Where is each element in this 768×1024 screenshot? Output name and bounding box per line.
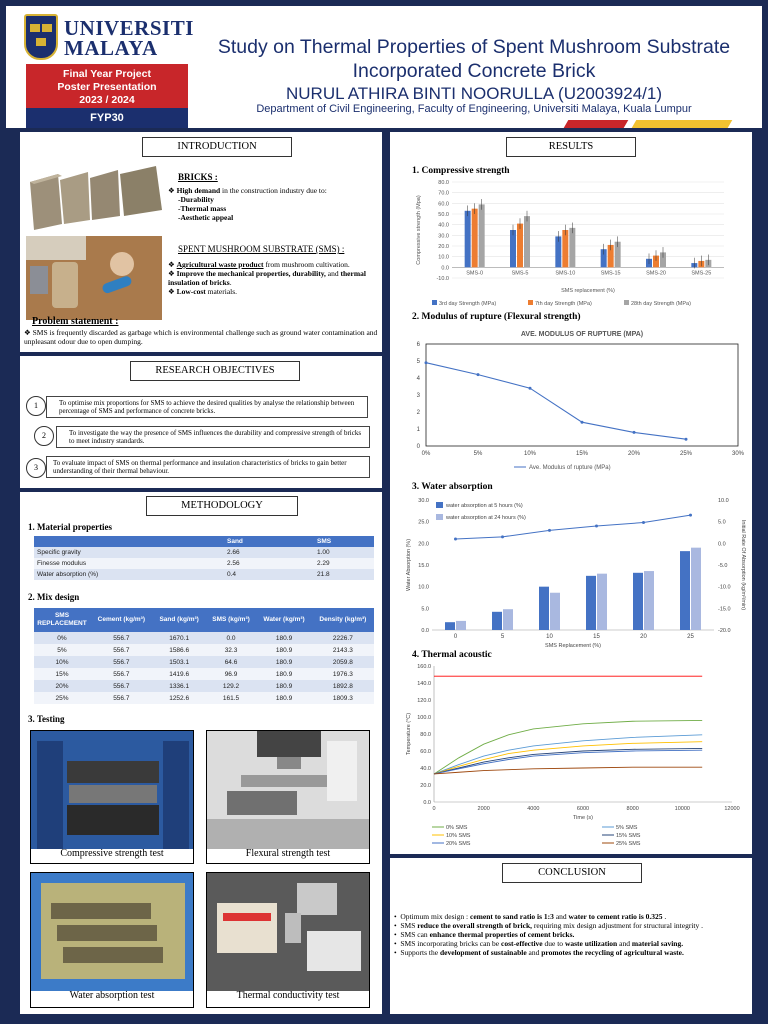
legend-swatch [624,300,629,305]
objective-box-3 [46,456,370,478]
objective-text-1: To optimise mix proportions for SMS to achieve the desired qualities by analyse the relationship between percentage of SMS and performance of concrete bricks. [59,399,355,415]
data-point [685,438,688,441]
y-tick-label: 0 [416,444,420,450]
x-tick-label: 8000 [626,806,639,812]
table-cell: 64.6 [206,656,257,668]
table-cell: 556.7 [90,656,153,668]
university-name-line1: UNIVERSITI [64,16,194,40]
material-properties-table [34,536,374,580]
table-row [34,547,374,558]
y-tick-label: 15.0 [418,563,429,569]
table-header-cell: Water (kg/m³) [256,608,311,632]
table-cell: 180.9 [256,644,311,656]
table-cell: 180.9 [256,668,311,680]
y-tick-label: 10.0 [418,584,429,591]
bar [465,211,471,268]
x-tick-label: 10 [546,634,553,640]
data-point [595,525,598,528]
y-tick-label: 80.0 [420,732,431,738]
x-tick-label: SMS-5 [511,270,529,277]
table-cell: 2.66 [224,547,314,558]
x-tick-label: 15% [575,451,589,457]
y2-tick-label: 0.0 [718,541,726,548]
table-header-cell: SMS [314,536,374,547]
water-absorption-chart [402,494,748,654]
x-tick-label: 0 [453,634,458,640]
x-tick-label: 25% [679,451,693,457]
conclusion-bullets [394,912,748,957]
table-cell: 556.7 [90,632,153,644]
x-axis-label: SMS Replacement (%) [545,643,601,649]
table-header-cell: Density (kg/m³) [312,608,374,632]
table-header-cell: Cement (kg/m³) [90,608,153,632]
x-tick-label: 5 [500,634,505,640]
thermal-conductivity-test-photo [206,872,370,1008]
y-tick-label: 1 [416,427,420,433]
y-tick-label: 0.0 [421,628,429,634]
y-tick-label: 70.0 [438,190,449,197]
y-tick-label: 50.0 [438,212,449,218]
bar [569,228,575,267]
series-line [434,767,702,774]
x-tick-label: 12000 [724,806,740,812]
x-tick-label: SMS-20 [646,270,666,277]
legend-label: 10% SMS [446,833,471,839]
mix-design-table [34,608,374,704]
y-tick-label: 20.0 [418,541,429,548]
bar [539,587,549,630]
university-logo [20,12,194,68]
legend-label: 7th day Strength (MPa) [535,301,592,307]
table-header-cell: Sand (kg/m³) [153,608,206,632]
data-point [548,529,551,532]
bricks-bullets [168,186,374,222]
fyp-code: FYP30 [26,108,188,128]
y-tick-label: 60.0 [420,749,431,755]
y-tick-label: 100.0 [417,715,431,721]
conclusion-bullet-4: • SMS incorporating bricks can be cost-effective due to waste utilization and material saving. [394,939,684,948]
bricks-item-1: -Durability [178,195,214,204]
x-tick-label: 20% [627,451,641,457]
results-rupture-title: 2. Modulus of rupture (Flexural strength) [412,312,581,322]
x-axis-label: Time (s) [573,815,593,821]
conclusion-panel [390,858,752,1014]
conclusion-heading: CONCLUSION [502,863,642,883]
y-tick-label: 2 [416,410,420,416]
conclusion-bullet-5: • Supports the development of sustainable and promotes the recycling of agricultural waste. [394,948,684,957]
y-tick-label: 20.0 [438,244,449,250]
table-cell: 1976.3 [312,668,374,680]
poster-header [6,6,762,128]
table-header-cell: SMS REPLACEMENT [34,608,90,632]
sms-bullets [168,260,374,296]
table-row [34,656,374,668]
table-header-row [34,536,374,547]
x-tick-label: 15 [593,634,600,640]
y-tick-label: 5.0 [421,606,429,613]
bricks-lead: ❖ High demand in the construction industry due to: [168,186,327,195]
legend-swatch [528,300,533,305]
table-cell: 556.7 [90,692,153,704]
table-header-cell: SMS (kg/m³) [206,608,257,632]
y2-axis-label: Initial Rate Of Absorption (kg/m²/min) [740,519,746,611]
table-cell: 1809.3 [312,692,374,704]
y-axis-label: Temperature (°C) [406,712,412,756]
compressive-test-photo [30,730,194,864]
bar [680,551,690,630]
methodology-panel [20,492,382,1014]
y-axis-label: Compressive strength (Mpa) [416,195,422,265]
x-tick-label: 6000 [576,806,590,812]
fyp-label-line1: Final Year Project [63,68,151,80]
material-properties-title: 1. Material properties [28,522,113,532]
legend-swatch [436,514,443,520]
bricks-photo [26,166,164,230]
bricks-item-2: -Thermal mass [178,204,227,213]
compressive-machine-illustration [31,731,194,849]
y-tick-label: 10.0 [438,254,449,261]
sms-bullet-3: ❖ Low-cost materials. [168,287,238,296]
bar [517,224,523,268]
x-tick-label: 20 [640,634,647,640]
decor-stripe-red [564,120,629,128]
water-absorption-test-photo [30,872,194,1008]
y-tick-label: 6 [416,342,420,348]
y-tick-label: 40.0 [420,766,431,772]
table-cell: 1.00 [314,547,374,558]
table-row [34,632,374,644]
table-cell: 1892.8 [312,680,374,692]
poster-department: Department of Civil Engineering, Faculty of Engineering, Universiti Malaya, Kuala Lumpur [256,103,692,115]
y-tick-label: 30.0 [438,233,449,240]
bricks-title: BRICKS : [178,172,218,182]
legend-label: 25% SMS [616,841,641,847]
sms-title: SPENT MUSHROOM SUBSTRATE (SMS) : [178,244,345,254]
table-cell: 180.9 [256,680,311,692]
table-cell: 0% [34,632,90,644]
thermal-equipment-illustration [207,873,370,991]
legend-label: 28th day Strength (MPa) [631,301,691,307]
legend-label: 20% SMS [446,841,471,847]
legend-label: water absorption at 5 hours (%) [446,503,523,509]
table-cell: 25% [34,692,90,704]
bar [644,571,654,630]
bar [456,621,466,630]
y-tick-label: 40.0 [438,222,449,229]
y-tick-label: 0.0 [423,800,431,806]
data-point [581,421,584,424]
compressive-strength-chart [412,178,732,310]
y2-tick-label: -10.0 [718,584,731,591]
y2-tick-label: -5.0 [718,563,728,569]
fyp-label-line2: Poster Presentation [57,81,157,93]
thermal-acoustic-chart [402,662,748,852]
water-tank-illustration [31,873,194,991]
y-tick-label: 25.0 [418,519,429,526]
bar [510,230,516,267]
sms-illustration [26,236,162,320]
objective-text-2: To investigate the way the presence of SMS influences the durability and compressive strength of bricks to meet industry standards. [69,429,362,445]
table-cell: 129.2 [206,680,257,692]
fyp-label-box [26,64,188,108]
y-tick-label: 4 [416,376,420,382]
y-tick-label: 140.0 [417,681,431,687]
table-header-row [34,608,374,632]
data-point [633,431,636,434]
table-cell: 2143.3 [312,644,374,656]
table-cell: 10% [34,656,90,668]
table-cell: 180.9 [256,632,311,644]
objective-box-1 [46,396,368,418]
table-row [34,644,374,656]
table-cell: 0.4 [224,569,314,580]
objective-number-3: 3 [26,458,46,478]
x-tick-label: SMS-0 [466,270,484,277]
table-cell: 556.7 [90,680,153,692]
series-line [434,748,702,774]
table-row [34,558,374,569]
flexural-machine-illustration [207,731,370,849]
flexural-test-caption: Flexural strength test [245,848,331,859]
conclusion-bullet-2: • SMS reduce the overall strength of brick, requiring mix design adjustment for structural integrity . [394,921,704,930]
bar [492,612,502,630]
bar [445,622,455,630]
table-cell: 161.5 [206,692,257,704]
x-tick-label: SMS-15 [600,270,621,277]
bar [633,573,643,630]
table-cell: 1336.1 [153,680,206,692]
data-point [501,535,504,538]
decor-stripe-yellow [632,120,733,128]
bricks-illustration [26,166,164,230]
table-cell: 5% [34,644,90,656]
x-tick-label: 2000 [477,806,490,812]
crest-icon [24,14,58,60]
data-point [454,538,457,541]
plot-border [426,344,738,446]
results-thermal-title: 4. Thermal acoustic [412,650,492,660]
testing-title: 3. Testing [28,714,65,724]
table-cell: 556.7 [90,644,153,656]
introduction-heading: INTRODUCTION [142,137,292,157]
flexural-test-photo [206,730,370,864]
table-cell: 1586.6 [153,644,206,656]
legend-label: 5% SMS [616,825,638,831]
conclusion-bullet-3: • SMS can enhance thermal properties of cement bricks. [394,930,575,939]
y-tick-label: 60.0 [438,201,449,208]
x-tick-label: 30% [731,451,745,457]
bar [597,574,607,630]
bar [562,230,568,267]
table-cell: 1419.6 [153,668,206,680]
data-point [689,514,692,517]
objective-number-2: 2 [34,426,54,446]
legend-label: 0% SMS [446,825,468,831]
y2-tick-label: 10.0 [718,498,729,504]
table-cell: 180.9 [256,656,311,668]
legend-label: Ave. Modulus of rupture (MPa) [529,465,611,471]
conclusion-bullet-1: • Optimum mix design : cement to sand ratio is 1:3 and water to cement ratio is 0.325 . [394,912,667,921]
table-row [34,680,374,692]
data-point [425,361,428,364]
legend-label: 3rd day Strength (MPa) [439,301,497,307]
table-cell: 2.56 [224,558,314,569]
series-line [434,742,702,774]
university-name-line2: MALAYA [64,36,158,60]
y-tick-label: 5 [416,359,420,365]
x-tick-label: 10000 [674,806,690,812]
table-cell: Finesse modulus [34,558,224,569]
table-header-cell [34,536,224,547]
modulus-rupture-chart [404,326,746,476]
methodology-heading: METHODOLOGY [146,496,298,516]
bar [586,576,596,630]
bricks-item-3: -Aesthetic appeal [178,213,234,222]
table-cell: 180.9 [256,692,311,704]
poster-author: NURUL ATHIRA BINTI NOORULLA (U2003924/1) [285,84,663,103]
x-tick-label: 25 [687,634,694,640]
x-tick-label: 5% [473,451,483,457]
table-cell: 15% [34,668,90,680]
table-cell: 32.3 [206,644,257,656]
y-tick-label: 30.0 [418,498,429,504]
poster-title-line1: Study on Thermal Properties of Spent Mushroom Substrate [217,36,731,58]
table-header-cell: Sand [224,536,314,547]
poster-title-line2: Incorporated Concrete Brick [352,60,596,82]
bar [479,204,485,267]
x-tick-label: SMS-10 [555,270,576,277]
data-point [477,373,480,376]
table-cell: Specific gravity [34,547,224,558]
table-cell: 20% [34,680,90,692]
bar [691,548,701,630]
water-absorption-test-caption: Water absorption test [69,990,155,1001]
bar [524,216,530,267]
y-tick-label: 3 [416,393,420,399]
results-water-title: 3. Water absorption [412,482,493,492]
introduction-panel [20,132,382,352]
mix-design-title: 2. Mix design [28,592,80,602]
legend-swatch [432,300,437,305]
table-cell: 2226.7 [312,632,374,644]
data-point [529,387,532,390]
objectives-heading: RESEARCH OBJECTIVES [130,361,300,381]
y-axis-label: Water Absorption (%) [406,538,412,592]
table-cell: 21.8 [314,569,374,580]
table-row [34,668,374,680]
bar [503,609,513,630]
results-heading: RESULTS [506,137,636,157]
table-cell: 556.7 [90,668,153,680]
x-tick-label: 4000 [527,806,540,812]
thermal-conductivity-test-caption: Thermal conductivity test [236,990,340,1001]
x-tick-label: 10% [523,451,537,457]
objective-text-3: To evaluate impact of SMS on thermal performance and insulation characteristics of bricks to gain better understanding of their thermal behaviour. [53,459,347,475]
table-cell: 1670.1 [153,632,206,644]
y-tick-label: 20.0 [420,783,431,789]
data-point [642,521,645,524]
y2-tick-label: 5.0 [718,519,726,526]
table-row [34,692,374,704]
table-cell: 0.0 [206,632,257,644]
problem-statement-title: Problem statement : [32,316,119,327]
table-row [34,569,374,580]
y-tick-label: 0.0 [441,265,449,272]
x-tick-label: 0% [421,451,431,457]
y2-tick-label: -15.0 [718,606,731,613]
results-compressive-title: 1. Compressive strength [412,166,510,176]
sms-photo [26,236,162,320]
y-tick-label: 160.0 [417,664,431,670]
series-line [426,363,686,440]
legend-label: 15% SMS [616,833,641,839]
x-tick-label: 0 [432,806,436,812]
table-cell: 1252.6 [153,692,206,704]
x-tick-label: SMS-25 [691,270,712,277]
chart-title: AVE. MODULUS OF RUPTURE (MPA) [520,331,644,338]
results-panel [390,132,752,854]
bar [550,593,560,630]
table-cell: 96.9 [206,668,257,680]
y-tick-label: -10.0 [436,276,449,282]
table-cell: 2.29 [314,558,374,569]
y-tick-label: 80.0 [438,180,449,186]
sms-bullet-1: ❖ Agricultural waste product from mushroom cultivation. [168,260,350,269]
x-axis-label: SMS replacement (%) [561,288,615,294]
bar [472,209,478,268]
sms-bullet-2: ❖ Improve the mechanical properties, durability, and thermal insulation of bricks. [168,269,366,287]
problem-statement-text: ❖ SMS is frequently discarded as garbage which is environmental challenge such as ground water contamination and unpleasant odour due to open dumping. [24,328,378,346]
y-tick-label: 120.0 [417,698,431,704]
objectives-panel [20,356,382,488]
table-cell: Water absorption (%) [34,569,224,580]
objective-number-1: 1 [26,396,46,416]
objective-box-2 [56,426,370,448]
fyp-label-line3: 2023 / 2024 [79,94,135,106]
legend-label: water absorption at 24 hours (%) [446,515,526,521]
compressive-test-caption: Compressive strength test [60,848,164,859]
legend-swatch [436,502,443,508]
table-cell: 2059.8 [312,656,374,668]
table-cell: 1503.1 [153,656,206,668]
y2-tick-label: -20.0 [718,628,731,634]
